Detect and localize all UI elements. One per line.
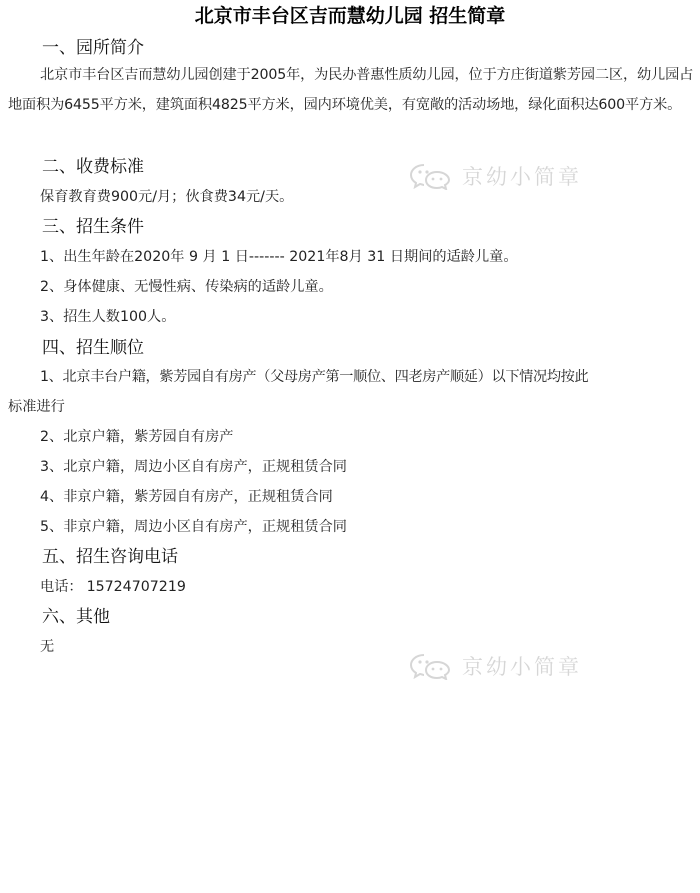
watermark-text: 京幼小简章 xyxy=(462,165,582,189)
section-heading-other: 六、其他 xyxy=(42,607,110,627)
priority-item-1-line-1: 1、北京丰台户籍，紫芳园自有房产（父母房产第一顺位、四老房产顺延）以下情况均按此 xyxy=(40,369,589,385)
watermark-text: 京幼小简章 xyxy=(462,655,582,679)
priority-item-3: 3、北京户籍，周边小区自有房产，正规租赁合同 xyxy=(40,459,347,475)
watermark xyxy=(410,162,582,190)
section-heading-conditions: 三、招生条件 xyxy=(42,217,144,237)
wechat-logo-icon xyxy=(410,652,450,680)
intro-paragraph: 北京市丰台区吉而慧幼儿园创建于2005年，为民办普惠性质幼儿园，位于方庄街道紫芳园二区，幼儿园占地面积为6455平方米，建筑面积4825平方米，园内环境优美，有宽敞的活动场地，绿化面积达600平方米。 xyxy=(8,67,694,113)
other-text: 无 xyxy=(40,639,55,655)
section-heading-contact: 五、招生咨询电话 xyxy=(42,547,178,567)
priority-item-5: 5、非京户籍，周边小区自有房产，正规租赁合同 xyxy=(40,519,347,535)
condition-item-3: 3、招生人数100人。 xyxy=(40,309,176,325)
fees-text: 保育教育费900元/月；伙食费34元/天。 xyxy=(40,189,294,205)
section-heading-intro: 一、园所简介 xyxy=(42,38,144,58)
priority-item-2: 2、北京户籍，紫芳园自有房产 xyxy=(40,429,234,445)
contact-line xyxy=(40,577,186,597)
section-heading-priority: 四、招生顺位 xyxy=(42,338,144,358)
phone-label: 电话： xyxy=(40,579,83,595)
watermark xyxy=(410,652,582,680)
priority-item-1-line-2: 标准进行 xyxy=(8,399,65,415)
phone-number: 15724707219 xyxy=(86,579,186,595)
condition-item-1: 1、出生年龄在2020年 9 月 1 日------- 2021年8月 31 日期间的适龄儿童。 xyxy=(40,249,518,265)
condition-item-2: 2、身体健康、无慢性病、传染病的适龄儿童。 xyxy=(40,279,333,295)
document-title: 北京市丰台区吉而慧幼儿园 招生简章 xyxy=(194,5,506,27)
section-heading-fees: 二、收费标准 xyxy=(42,157,144,177)
wechat-logo-icon xyxy=(410,162,450,190)
priority-item-4: 4、非京户籍，紫芳园自有房产，正规租赁合同 xyxy=(40,489,333,505)
